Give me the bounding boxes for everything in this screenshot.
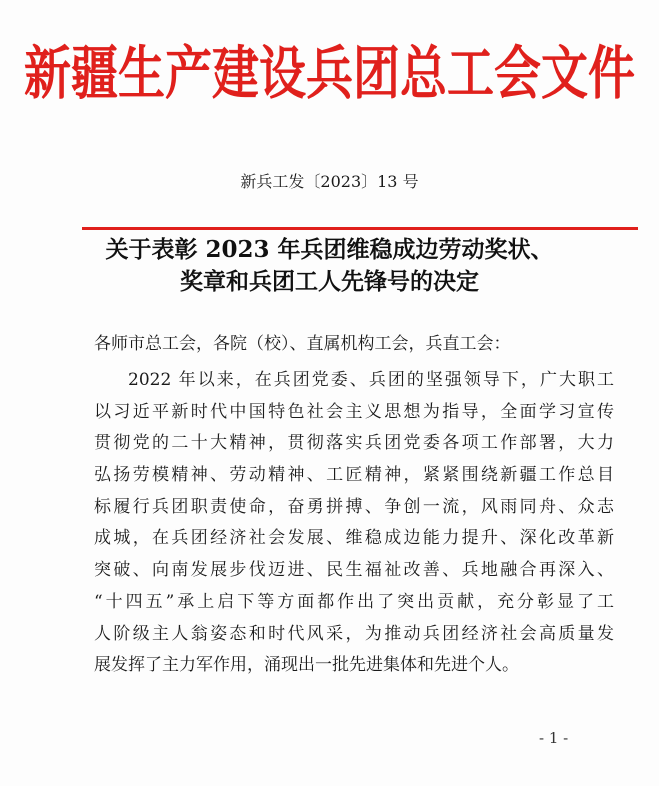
body-line: 2022 年以来，在兵团党委、兵团的坚强领导下，广大职工 [128, 370, 614, 390]
body-line: 人阶级主人翁姿态和时代风采，为推动兵团经济社会高质量发 [94, 623, 614, 644]
body-line: 标履行兵团职责使命，奋勇拼搏、争创一流，风雨同舟、众志 [94, 496, 614, 517]
page-number: - 1 - [539, 729, 569, 747]
body-line: 贯彻党的二十大精神，贯彻落实兵团党委各项工作部署，大力 [94, 433, 614, 454]
title-line-1: 关于表彰 2023 年兵团维稳成边劳动奖状、 [105, 236, 554, 263]
body-paragraph [94, 365, 614, 682]
body-line: 以习近平新时代中国特色社会主义思想为指导，全面学习宣传 [94, 401, 614, 422]
body-line: 成城，在兵团经济社会发展、维稳成边能力提升、深化改革新 [94, 528, 614, 549]
document-number: 新兵工发〔2023〕13 号 [240, 172, 419, 191]
title-line-2: 奖章和兵团工人先锋号的决定 [180, 268, 479, 295]
body-line: “十四五”承上启下等方面都作出了突出贡献，充分彰显了工 [94, 591, 614, 612]
body-line: 突破、向南发展步伐迈进、民生福祉改善、兵地融合再深入、 [94, 560, 614, 581]
salutation: 各师市总工会，各院（校）、直属机构工会，兵直工会： [94, 334, 511, 354]
masthead-title: 新疆生产建设兵团总工会文件 [24, 40, 635, 108]
red-divider-line [82, 227, 638, 230]
body-line: 展发挥了主力军作用，涌现出一批先进集体和先进个人。 [94, 655, 519, 676]
body-line: 弘扬劳模精神、劳动精神、工匠精神，紧紧围绕新疆工作总目 [94, 465, 614, 486]
document-title [0, 234, 659, 298]
